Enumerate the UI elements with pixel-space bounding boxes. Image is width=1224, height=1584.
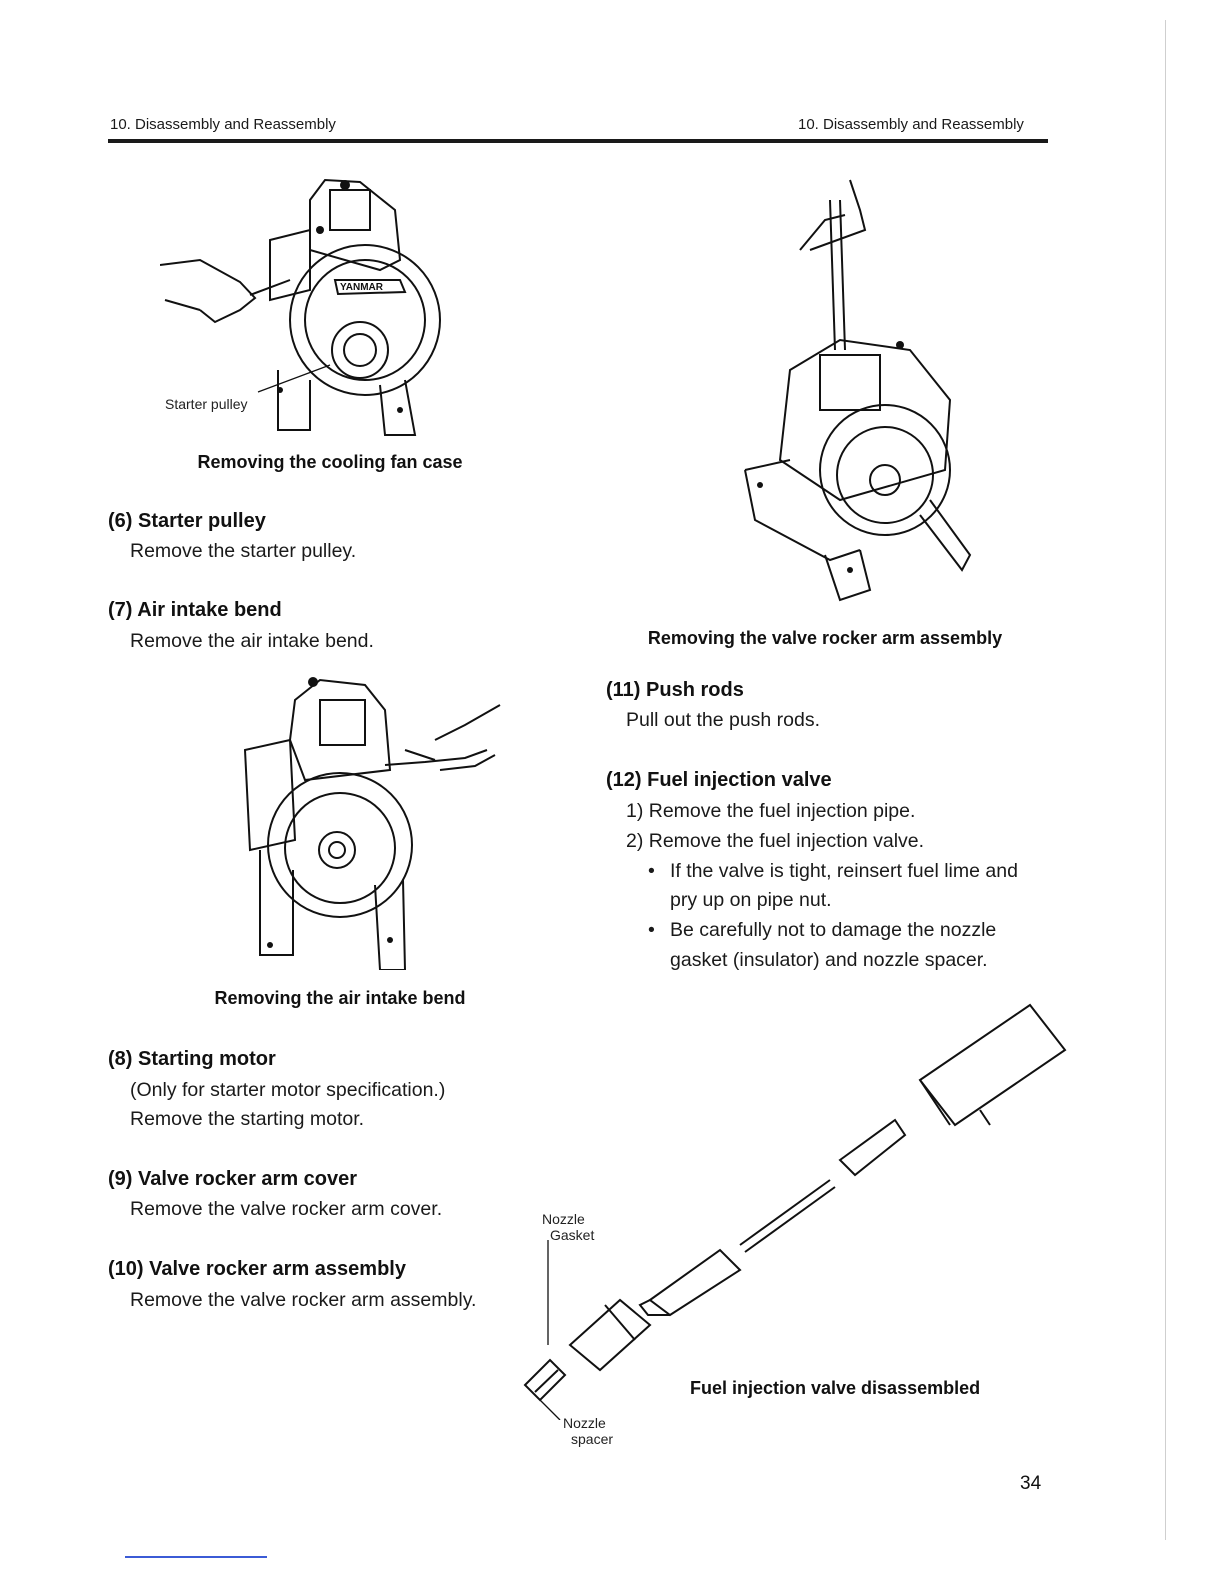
section-7-body: Remove the air intake bend. — [130, 630, 374, 652]
label-starter-pulley: Starter pulley — [165, 396, 248, 412]
caption-fan-case: Removing the cooling fan case — [197, 452, 463, 472]
figure-fan-case — [160, 170, 460, 440]
fuel-valve-exploded-illustration — [510, 1000, 1080, 1420]
bullet-dot-2: • — [648, 919, 655, 941]
section-8-note: (Only for starter motor specification.) — [130, 1079, 446, 1101]
section-12-title: (12) Fuel injection valve — [606, 769, 832, 791]
caption-rocker-arm: Removing the valve rocker arm assembly — [647, 628, 1003, 648]
caption-fuel-valve: Fuel injection valve disassembled — [690, 1378, 981, 1398]
label-nozzle-gasket-line2: Gasket — [550, 1227, 595, 1243]
header-right-title: 10. Disassembly and Reassembly — [798, 116, 1024, 133]
section-9-body: Remove the valve rocker arm cover. — [130, 1198, 443, 1220]
header-left-title: 10. Disassembly and Reassembly — [110, 116, 336, 133]
caption-air-intake: Removing the air intake bend — [214, 988, 466, 1008]
figure-fuel-valve — [510, 1000, 1080, 1420]
label-nozzle-spacer-line2: spacer — [571, 1431, 614, 1447]
section-8-title: (8) Starting motor — [108, 1048, 276, 1070]
section-10-body: Remove the valve rocker arm assembly. — [130, 1289, 477, 1311]
engine-air-intake-illustration — [225, 670, 515, 970]
bullet-dot-1: • — [648, 860, 655, 882]
engine-rocker-arm-illustration — [730, 170, 990, 610]
section-11-title: (11) Push rods — [606, 679, 744, 701]
section-9-title: (9) Valve rocker arm cover — [108, 1168, 358, 1190]
section-12-bullet2-line1: Be carefully not to damage the nozzle — [670, 919, 997, 941]
section-12-step2: 2) Remove the fuel injection valve. — [626, 830, 925, 852]
section-12-bullet1-line1: If the valve is tight, reinsert fuel lime and — [670, 860, 1018, 882]
section-8-body: Remove the starting motor. — [130, 1108, 365, 1130]
section-10-title: (10) Valve rocker arm assembly — [108, 1258, 406, 1280]
section-7-title: (7) Air intake bend — [108, 599, 282, 621]
section-11-body: Pull out the push rods. — [626, 709, 821, 731]
section-12-bullet1-line2: pry up on pipe nut. — [670, 889, 832, 911]
figure-air-intake — [225, 670, 515, 970]
page-number: 34 — [1020, 1473, 1042, 1494]
section-6-body: Remove the starter pulley. — [130, 540, 357, 562]
label-nozzle-gasket-line1: Nozzle — [542, 1211, 585, 1227]
section-12-step1: 1) Remove the fuel injection pipe. — [626, 800, 916, 822]
yanmar-logo: YANMAR — [340, 282, 383, 293]
header-rule — [108, 139, 1048, 143]
figure-rocker-arm — [730, 170, 990, 610]
margin-line — [1165, 20, 1166, 1540]
scan-artifact-line — [125, 1556, 267, 1558]
section-12-bullet2-line2: gasket (insulator) and nozzle spacer. — [670, 949, 988, 971]
label-nozzle-spacer-line1: Nozzle — [563, 1415, 606, 1431]
section-6-title: (6) Starter pulley — [108, 510, 266, 532]
